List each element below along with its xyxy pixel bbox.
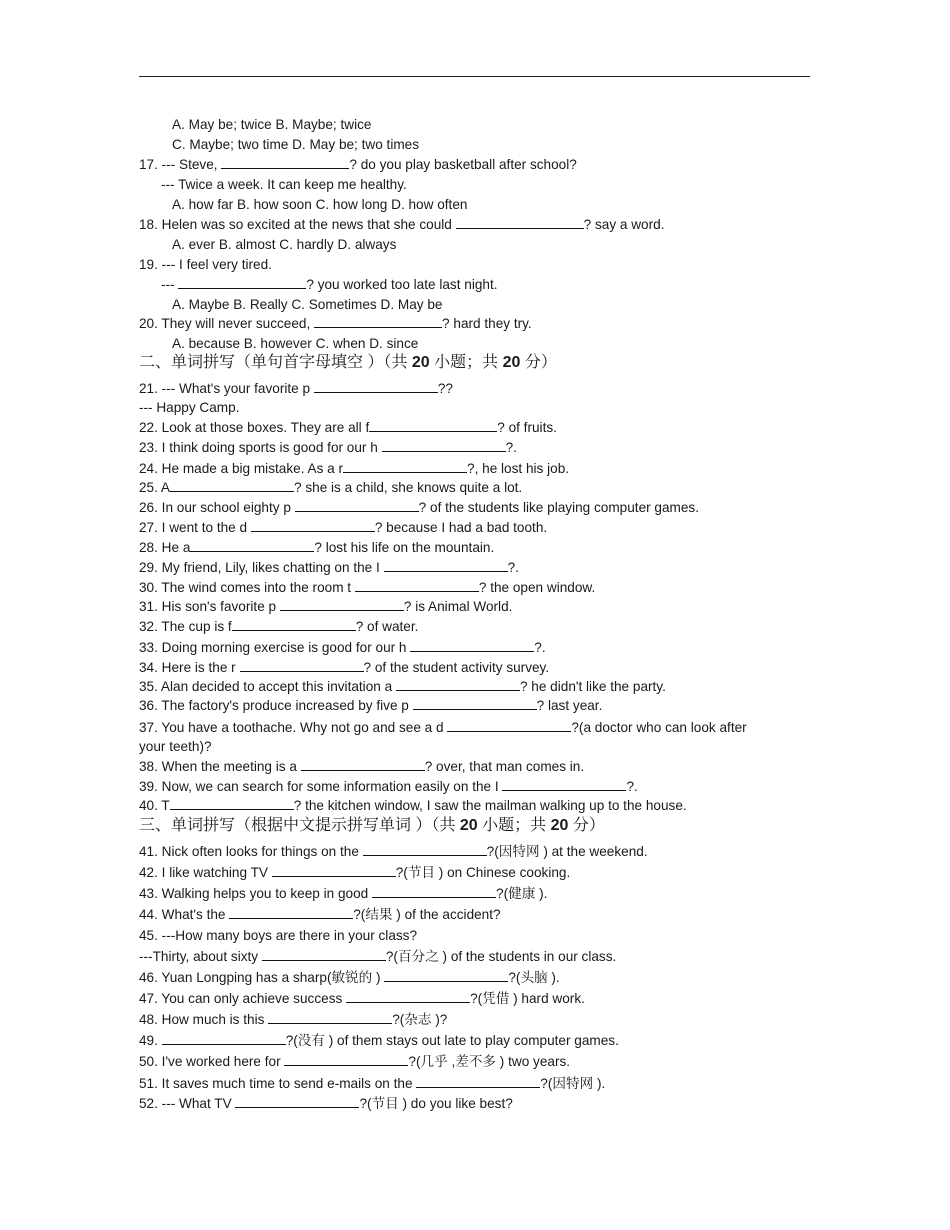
answer-blank[interactable] <box>413 697 537 710</box>
question-24 <box>139 460 569 477</box>
text-segment: ?(几乎 ,差不多 ) two years. <box>408 1054 571 1069</box>
text-segment: 49. <box>139 1033 162 1048</box>
text-segment: A. May be; twice B. Maybe; twice <box>172 117 372 132</box>
answer-blank[interactable] <box>221 156 349 169</box>
q19-response <box>161 276 498 293</box>
question-51 <box>139 1075 605 1092</box>
question-44 <box>139 906 501 923</box>
question-30 <box>139 579 595 596</box>
answer-blank[interactable] <box>314 315 442 328</box>
text-segment: 47. You can only achieve success <box>139 991 347 1006</box>
text-segment: 39. Now, we can search for some information easily on the I <box>139 779 503 794</box>
question-28 <box>139 539 494 556</box>
text-segment: 22. Look at those boxes. They are all f <box>139 420 370 435</box>
text-segment: ?(节目 ) do you like best? <box>359 1096 513 1111</box>
text-segment: 44. What's the <box>139 907 230 922</box>
answer-blank[interactable] <box>229 906 353 919</box>
text-segment: ? do you play basketball after school? <box>349 157 577 172</box>
question-32 <box>139 618 418 635</box>
question-49 <box>139 1032 619 1049</box>
text-segment: 42. I like watching TV <box>139 865 272 880</box>
text-segment: ? is Animal World. <box>403 599 513 614</box>
text-segment: ? of water. <box>355 619 419 634</box>
question-34 <box>139 659 549 676</box>
question-35 <box>139 678 666 695</box>
text-segment: 21. --- What's your favorite p <box>139 381 314 396</box>
question-26 <box>139 499 699 516</box>
text-segment: C. Maybe; two time D. May be; two times <box>172 137 420 152</box>
text-segment: ? the open window. <box>478 580 596 595</box>
text-segment: --- Happy Camp. <box>139 400 240 415</box>
text-segment: ? you worked too late last night. <box>306 277 498 292</box>
text-segment: 43. Walking helps you to keep in good <box>139 886 373 901</box>
answer-blank[interactable] <box>251 519 375 532</box>
text-segment: 17. --- Steve, <box>139 157 222 172</box>
question-25 <box>139 479 522 496</box>
question-37-continued <box>139 738 212 755</box>
text-segment: --- Twice a week. It can keep me healthy. <box>161 177 407 192</box>
answer-blank[interactable] <box>355 579 479 592</box>
answer-blank[interactable] <box>410 639 534 652</box>
answer-blank[interactable] <box>162 1032 286 1045</box>
question-45 <box>139 927 417 944</box>
text-segment: 52. --- What TV <box>139 1096 236 1111</box>
answer-blank[interactable] <box>346 990 470 1003</box>
text-segment: ?(凭借 ) hard work. <box>470 991 585 1006</box>
text-segment: ?(节目 ) on Chinese cooking. <box>395 865 571 880</box>
text-segment: 二、单词拼写（单句首字母填空 ）（共 <box>139 354 412 371</box>
text-segment: ?(a doctor who can look after <box>571 720 747 735</box>
answer-blank[interactable] <box>384 559 508 572</box>
question-19 <box>139 256 272 273</box>
q19-options <box>172 296 442 313</box>
text-segment: 32. The cup is f <box>139 619 232 634</box>
text-segment: ?? <box>437 381 453 396</box>
q16-options-cd <box>172 136 419 153</box>
question-41 <box>139 843 648 860</box>
text-segment: ? hard they try. <box>442 316 532 331</box>
answer-blank[interactable] <box>396 678 520 691</box>
section-2-heading <box>139 353 557 373</box>
text-segment: A. Maybe B. Really C. Sometimes D. May be <box>172 297 443 312</box>
text-segment: ? say a word. <box>583 217 665 232</box>
text-segment: 29. My friend, Lily, likes chatting on the I <box>139 560 384 575</box>
question-20 <box>139 315 532 332</box>
answer-blank[interactable] <box>262 948 386 961</box>
text-segment: 34. Here is the r <box>139 660 240 675</box>
question-36 <box>139 697 602 714</box>
question-48 <box>139 1011 447 1028</box>
q16-options-ab <box>172 116 371 133</box>
text-segment: 36. The factory's produce increased by five p <box>139 698 413 713</box>
answer-blank[interactable] <box>268 1011 392 1024</box>
question-50 <box>139 1053 570 1070</box>
question-23 <box>139 439 517 456</box>
text-segment: ?(百分之 ) of the students in our class. <box>385 949 617 964</box>
text-segment: ?. <box>534 640 546 655</box>
text-segment: ? over, that man comes in. <box>424 759 585 774</box>
text-segment: ---Thirty, about sixty <box>139 949 262 964</box>
question-33 <box>139 639 546 656</box>
answer-blank[interactable] <box>170 479 294 492</box>
answer-blank[interactable] <box>314 380 438 393</box>
text-segment: 19. --- I feel very tired. <box>139 257 272 272</box>
text-segment: 小题；共 <box>429 354 503 371</box>
text-segment: ?(因特网 ). <box>540 1076 606 1091</box>
text-segment: ? lost his life on the mountain. <box>314 540 495 555</box>
text-segment: 48. How much is this <box>139 1012 269 1027</box>
text-segment: 20 <box>502 354 521 371</box>
text-segment: 38. When the meeting is a <box>139 759 301 774</box>
text-segment: A. how far B. how soon C. how long D. how often <box>172 197 468 212</box>
answer-blank[interactable] <box>240 659 364 672</box>
text-segment: ?. <box>505 440 517 455</box>
text-segment: ?(健康 ). <box>496 886 548 901</box>
text-segment: 24. He made a big mistake. As a r <box>139 461 344 476</box>
question-52 <box>139 1095 513 1112</box>
question-43 <box>139 885 547 902</box>
text-segment: 分） <box>520 354 557 371</box>
text-segment: A. ever B. almost C. hardly D. always <box>172 237 397 252</box>
text-segment: ? last year. <box>536 698 603 713</box>
question-37 <box>139 719 747 736</box>
q18-options <box>172 236 396 253</box>
text-segment: ? of fruits. <box>497 420 557 435</box>
text-segment: 51. It saves much time to send e-mails on the <box>139 1076 417 1091</box>
answer-blank[interactable] <box>235 1095 359 1108</box>
text-segment: 40. T <box>139 798 170 813</box>
question-46 <box>139 969 560 986</box>
question-21 <box>139 380 453 397</box>
answer-blank[interactable] <box>272 864 396 877</box>
question-22 <box>139 419 557 436</box>
question-47 <box>139 990 585 1007</box>
text-segment: 46. Yuan Longping has a sharp(敏锐的 ) <box>139 970 385 985</box>
question-31 <box>139 598 512 615</box>
question-27 <box>139 519 547 536</box>
answer-blank[interactable] <box>295 499 419 512</box>
text-segment: ?. <box>507 560 519 575</box>
text-segment: 37. You have a toothache. Why not go and see a d <box>139 720 448 735</box>
text-segment: ?(因特网 ) at the weekend. <box>486 844 648 859</box>
question-40 <box>139 797 687 814</box>
answer-blank[interactable] <box>382 439 506 452</box>
text-segment: 18. Helen was so excited at the news that she could <box>139 217 456 232</box>
text-segment: 20 <box>459 817 478 834</box>
answer-blank[interactable] <box>343 460 467 473</box>
answer-blank[interactable] <box>502 778 626 791</box>
q17-options <box>172 196 467 213</box>
text-segment: ?(没有 ) of them stays out late to play computer games. <box>285 1033 619 1048</box>
text-segment: ? because I had a bad tooth. <box>374 520 548 535</box>
text-segment: 20 <box>550 817 569 834</box>
q45-response <box>139 948 616 965</box>
text-segment: 23. I think doing sports is good for our h <box>139 440 382 455</box>
q21-response <box>139 399 239 416</box>
text-segment: 28. He a <box>139 540 191 555</box>
text-segment: 35. Alan decided to accept this invitation a <box>139 679 396 694</box>
answer-blank[interactable] <box>178 276 306 289</box>
answer-blank[interactable] <box>384 969 508 982</box>
text-segment: 20 <box>411 354 430 371</box>
text-segment: ?(杂志 )? <box>392 1012 448 1027</box>
text-segment: 50. I've worked here for <box>139 1054 285 1069</box>
text-segment: 27. I went to the d <box>139 520 251 535</box>
text-segment: ? she is a child, she knows quite a lot. <box>294 480 523 495</box>
header-rule <box>139 76 810 77</box>
text-segment: 31. His son's favorite p <box>139 599 280 614</box>
text-segment: ? of the student activity survey. <box>363 660 550 675</box>
answer-blank[interactable] <box>447 719 571 732</box>
text-segment: --- <box>161 277 179 292</box>
answer-blank[interactable] <box>372 885 496 898</box>
text-segment: ? the kitchen window, I saw the mailman walking up to the house. <box>293 798 687 813</box>
answer-blank[interactable] <box>232 618 356 631</box>
answer-blank[interactable] <box>190 539 314 552</box>
question-29 <box>139 559 519 576</box>
answer-blank[interactable] <box>456 216 584 229</box>
text-segment: 33. Doing morning exercise is good for our h <box>139 640 411 655</box>
text-segment: 20. They will never succeed, <box>139 316 315 331</box>
section-3-heading <box>139 816 605 836</box>
text-segment: ? of the students like playing computer games. <box>418 500 700 515</box>
question-42 <box>139 864 570 881</box>
text-segment: 分） <box>568 817 605 834</box>
answer-blank[interactable] <box>170 797 294 810</box>
answer-blank[interactable] <box>284 1053 408 1066</box>
text-segment: ?(头脑 ). <box>508 970 560 985</box>
question-17 <box>139 156 577 173</box>
text-segment: 30. The wind comes into the room t <box>139 580 355 595</box>
q20-options <box>172 335 418 352</box>
answer-blank[interactable] <box>280 598 404 611</box>
text-segment: ?(结果 ) of the accident? <box>353 907 501 922</box>
text-segment: 小题；共 <box>477 817 551 834</box>
text-segment: ? he didn't like the party. <box>519 679 666 694</box>
q17-response <box>161 176 407 193</box>
question-39 <box>139 778 638 795</box>
text-segment: ?. <box>626 779 638 794</box>
text-segment: 25. A <box>139 480 170 495</box>
text-segment: your teeth)? <box>139 739 212 754</box>
text-segment: ?, he lost his job. <box>467 461 570 476</box>
answer-blank[interactable] <box>363 843 487 856</box>
answer-blank[interactable] <box>301 758 425 771</box>
question-18 <box>139 216 664 233</box>
text-segment: 45. ---How many boys are there in your class? <box>139 928 418 943</box>
text-segment: A. because B. however C. when D. since <box>172 336 419 351</box>
text-segment: 三、单词拼写（根据中文提示拼写单词 ）（共 <box>139 817 460 834</box>
answer-blank[interactable] <box>416 1075 540 1088</box>
answer-blank[interactable] <box>369 419 497 432</box>
question-38 <box>139 758 584 775</box>
text-segment: 26. In our school eighty p <box>139 500 295 515</box>
text-segment: 41. Nick often looks for things on the <box>139 844 363 859</box>
